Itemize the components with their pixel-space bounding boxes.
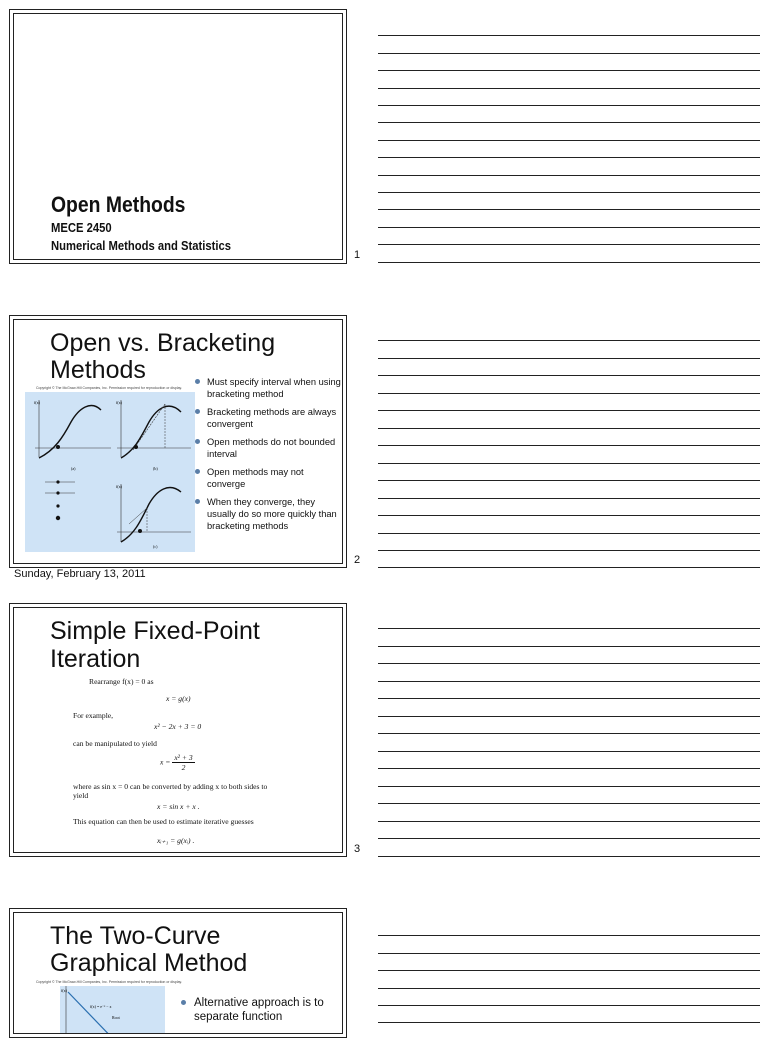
slide-3-title-line1: Simple Fixed-Point [50,617,260,645]
slide-4-bullet-list [180,996,330,1024]
notes-lines-4 [378,900,760,1024]
equation-5: xᵢ₊₁ = g(xᵢ) . [157,836,195,845]
slide-3-frame [13,607,343,853]
bullet-dot-icon [195,499,200,504]
notes-lines-1 [378,0,760,270]
bullet-item: Open methods do not bounded interval [194,436,343,460]
notes-lines-2 [378,300,760,570]
panel-a-label: (a) [71,466,76,471]
slide-2-copyright: Copyright © The McGraw-Hill Companies, Inc. Permission required for reproduction or display. [36,386,183,390]
manipulate-text: can be manipulated to yield [73,739,157,748]
bullet-dot-icon [195,439,200,444]
slide-4-title-line1: The Two-Curve [50,922,221,950]
notes-lines-3 [378,600,760,870]
slide-2-title-line2: Methods [50,356,146,384]
slide-4-copyright: Copyright © The McGraw-Hill Companies, Inc. Permission required for reproduction or display. [36,980,183,984]
bullet-dot-icon [195,379,200,384]
bullet-dot-icon [181,1000,186,1005]
slide-number-2: 2 [354,554,361,566]
slide-number-3: 3 [354,843,361,855]
equation-4: x = sin x + x . [157,802,200,811]
slide-3-title-line2: Iteration [50,645,141,673]
slide-1-course-code: MECE 2450 [51,221,112,235]
footer-date: Sunday, February 13, 2011 [14,568,146,580]
example-text: For example, [73,711,114,720]
bullet-item: When they converge, they usually do so more quickly than bracketing methods [194,496,343,532]
slide-2-title-line1: Open vs. Bracketing [50,329,276,357]
panel-b-axis-label: f(x) [116,400,122,405]
slide-3 [9,603,347,857]
two-curve-figure [60,986,165,1034]
bullet-item: Must specify interval when using bracketing method [194,376,343,400]
panel-c-label: (c) [153,544,158,549]
slide-2-figure [25,392,195,552]
slide-4-axis-label: f(x) [61,988,67,993]
panel-b-label: (b) [153,466,158,471]
where-text: where as sin x = 0 can be converted by adding x to both sides to [73,782,268,791]
slide-4-title-line2: Graphical Method [50,949,248,977]
equation-2: x² − 2x + 3 = 0 [154,722,202,731]
bullet-item: Alternative approach is to separate function [180,996,330,1024]
slide-4-frame [13,912,343,1034]
equation-3: x = $\frac{\text{x² + 3}}{2}$ [160,753,193,772]
panel-a-axis-label: f(x) [34,400,40,405]
slide-2 [9,315,347,568]
rearrange-text: Rearrange f(x) = 0 as [89,677,154,686]
slide-4-curve-label: f(x) = e⁻ˣ − x [90,1004,112,1009]
yield-text: yield [73,791,89,800]
slide-2-bullet-list [194,376,343,532]
slide-4-figure [60,986,165,1034]
bullet-dot-icon [195,409,200,414]
bracketing-graphs-figure [25,392,195,552]
bullet-item: Open methods may not converge [194,466,343,490]
bullet-dot-icon [195,469,200,474]
slide-1-title: Open Methods [51,192,186,217]
slide-4-root-label: Root [112,1015,120,1020]
slide-4 [9,908,347,1038]
equation-1: x = g(x) [166,694,191,703]
slide-number-1: 1 [354,249,361,261]
slide-1-frame [13,13,343,260]
slide-1 [9,9,347,264]
iteration-text: This equation can then be used to estimate iterative guesses [73,817,254,826]
bullet-item: Bracketing methods are always convergent [194,406,343,430]
slide-1-course-name: Numerical Methods and Statistics [51,239,232,253]
panel-c-axis-label: f(x) [116,484,122,489]
slide-2-frame [13,319,343,564]
